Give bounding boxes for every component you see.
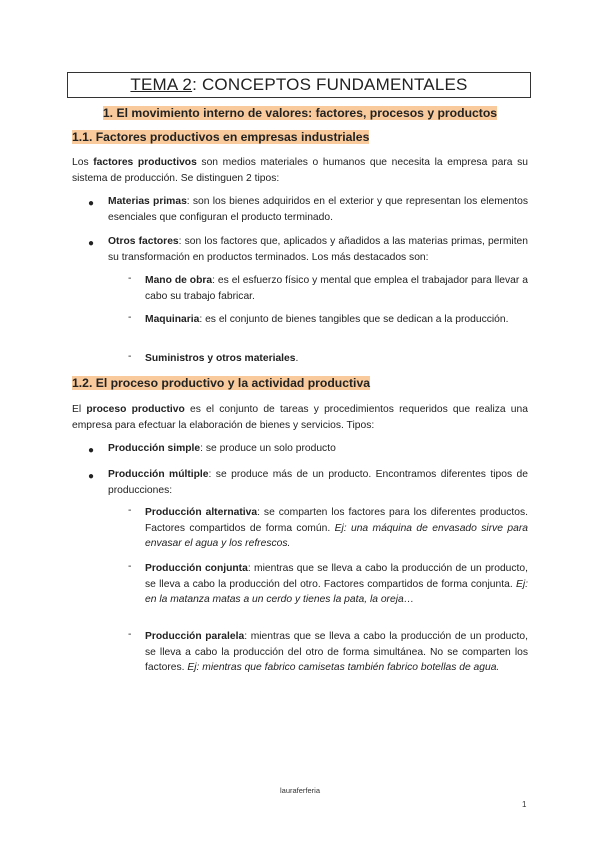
definition: : son los factores que, aplicados y añadidos a las materias primas, permiten su transformación en productos terminados. Los más destacados son: xyxy=(108,236,529,263)
intro2-term: proceso productivo xyxy=(86,404,185,415)
definition: : son los bienes adquiridos en el exterior y que representan los elementos esenciales que configuran el producto terminado. xyxy=(108,196,528,223)
term: Producción conjunta xyxy=(145,563,248,574)
subheading-1-1 xyxy=(72,130,369,144)
intro1-term: factores productivos xyxy=(93,157,197,168)
definition: : mientras que se lleva a cabo la producción de un producto, se lleva a cabo la producción del otro. Factores compartidos de forma conjunta. xyxy=(145,563,528,590)
dash-icon: - xyxy=(128,312,132,323)
dash-icon: - xyxy=(128,629,132,640)
section-heading-1 xyxy=(0,106,600,120)
example: Ej: en la matanza matas a un cerdo y tienes la pata, la oreja… xyxy=(145,578,528,606)
list-item-produccion-multiple xyxy=(108,467,528,498)
list-item-maquinaria xyxy=(145,312,528,328)
list-item-materias-primas xyxy=(108,194,528,225)
term: Otros factores xyxy=(108,236,179,247)
dash-icon: - xyxy=(128,561,132,572)
bullet-icon: ● xyxy=(88,198,95,209)
footer-author: lauraferferia xyxy=(279,786,321,795)
subheading-1-1-text: 1.1. Factores productivos en empresas industriales xyxy=(72,130,370,144)
section-heading-1-text: 1. El movimiento interno de valores: factores, procesos y productos xyxy=(102,106,498,120)
definition: : es el conjunto de bienes tangibles que se dedican a la producción. xyxy=(199,314,509,325)
term: Mano de obra xyxy=(145,275,213,286)
title-rest: : CONCEPTOS FUNDAMENTALES xyxy=(192,75,468,94)
definition: : se comparten los factores para los diferentes productos. Factores compartidos de forma común. xyxy=(145,507,528,534)
term: Producción alternativa xyxy=(145,507,258,518)
list-item-produccion-paralela xyxy=(145,629,528,676)
term: Producción múltiple xyxy=(108,469,209,480)
dash-icon: - xyxy=(128,351,132,362)
list-item-produccion-conjunta xyxy=(145,561,528,608)
bullet-icon: ● xyxy=(88,471,95,482)
bullet-icon: ● xyxy=(88,238,95,249)
page-title xyxy=(67,72,531,98)
list-item-produccion-alternativa xyxy=(145,505,528,552)
term: Suministros y otros materiales xyxy=(145,353,296,364)
intro1-post: son medios materiales o humanos que necesita la empresa para su sistema de producción. Se distinguen 2 tipos: xyxy=(72,157,528,184)
example: Ej: mientras que fabrico camisetas también fabrico botellas de agua. xyxy=(187,662,500,674)
bullet-icon: ● xyxy=(88,445,95,456)
page-number: 1 xyxy=(522,800,527,809)
term: Maquinaria xyxy=(145,314,200,325)
dash-icon: - xyxy=(128,505,132,516)
definition: : se produce más de un producto. Encontramos diferentes tipos de producciones: xyxy=(108,469,528,496)
list-item-mano-de-obra xyxy=(145,273,528,304)
term: Producción paralela xyxy=(145,631,245,642)
term: Producción simple xyxy=(108,443,201,454)
subheading-1-2-text: 1.2. El proceso productivo y la actividad productiva xyxy=(72,376,370,390)
definition: : se produce un solo producto xyxy=(200,443,336,454)
subheading-1-2 xyxy=(72,376,370,390)
definition: : mientras que se lleva a cabo la producción de un producto, se lleva a cabo la producción del otro de forma simultánea. No se comparten los factores. xyxy=(145,631,528,674)
dash-icon: - xyxy=(128,273,132,284)
title-topic: TEMA 2 xyxy=(130,75,193,94)
intro2-pre: El xyxy=(72,404,87,415)
definition: . xyxy=(295,353,299,364)
list-item-produccion-simple xyxy=(108,441,528,457)
intro1-pre: Los xyxy=(72,157,94,168)
intro-paragraph-1 xyxy=(72,155,528,186)
intro-paragraph-2 xyxy=(72,402,528,433)
list-item-otros-factores xyxy=(108,234,528,265)
list-item-suministros xyxy=(145,351,528,367)
definition: : es el esfuerzo físico y mental que emplea el trabajador para llevar a cabo su trabajo fabricar. xyxy=(145,275,529,302)
intro2-post: es el conjunto de tareas y procedimientos requeridos que realiza una empresa para efectuar la elaboración de bienes y servicios. Tipos: xyxy=(72,404,528,431)
example: Ej: una máquina de envasado sirve para envasar el agua y los refrescos. xyxy=(145,522,528,550)
term: Materias primas xyxy=(108,196,187,207)
